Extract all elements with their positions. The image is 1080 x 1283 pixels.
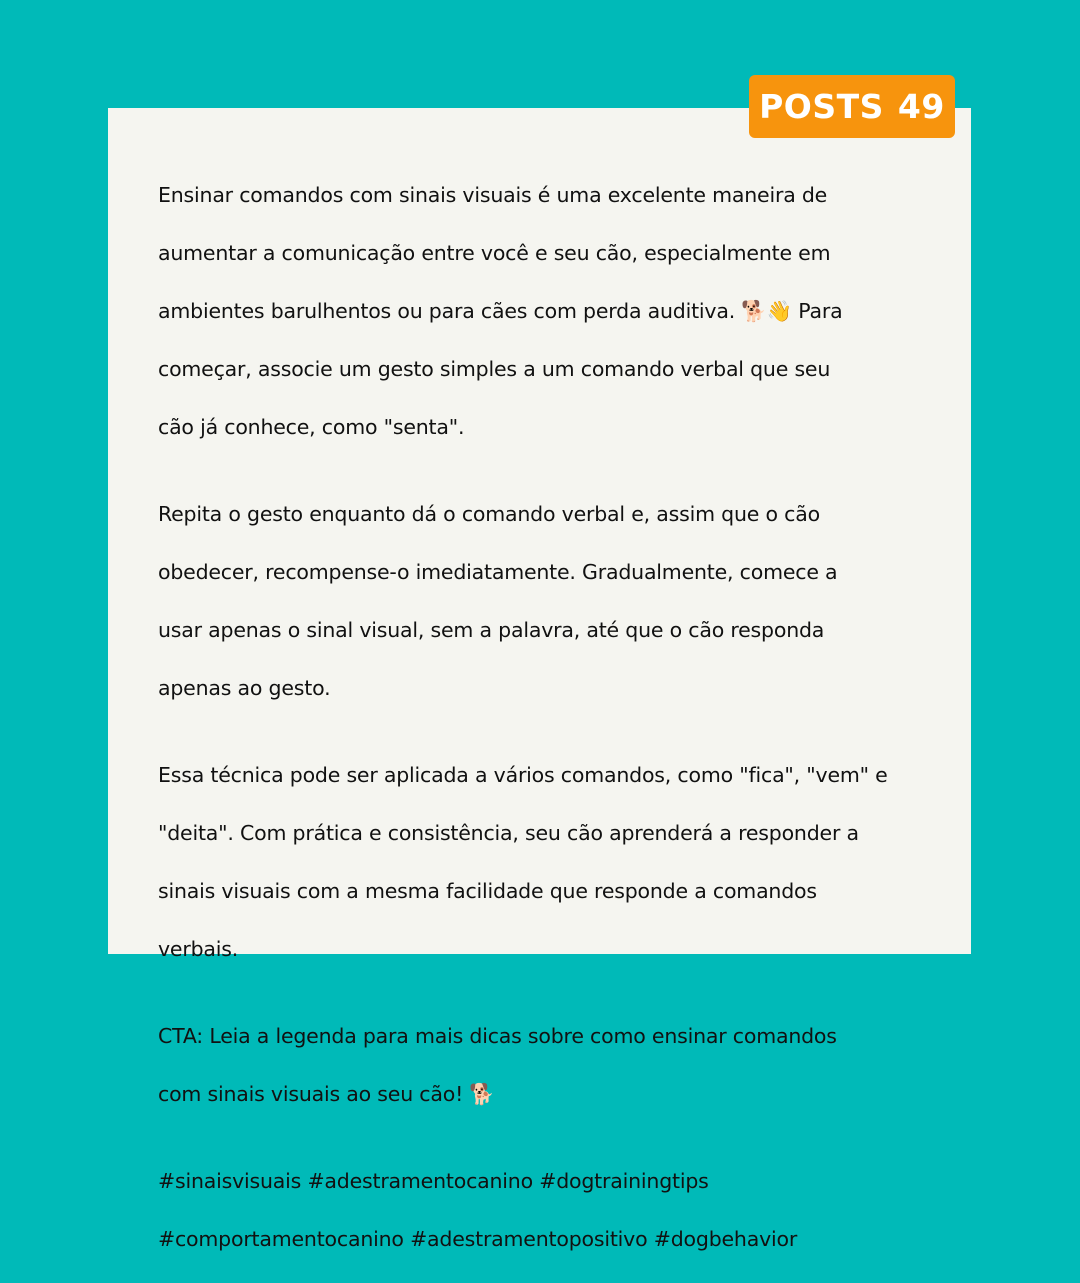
line: Repita o gesto enquanto dá o comando verbal e, assim que o cão bbox=[158, 502, 820, 526]
badge-number: 49 bbox=[897, 87, 945, 126]
paragraph-cta bbox=[158, 993, 948, 1109]
line: apenas ao gesto. bbox=[158, 676, 331, 700]
line: aumentar a comunicação entre você e seu cão, especialmente em bbox=[158, 241, 831, 265]
line: obedecer, recompense-o imediatamente. Gradualmente, comece a bbox=[158, 560, 838, 584]
badge-label: POSTS bbox=[759, 87, 884, 126]
line: Essa técnica pode ser aplicada a vários comandos, como "fica", "vem" e bbox=[158, 763, 888, 787]
line: usar apenas o sinal visual, sem a palavra, até que o cão responda bbox=[158, 618, 825, 642]
line: Ensinar comandos com sinais visuais é uma excelente maneira de bbox=[158, 183, 828, 207]
paragraph-hashtags bbox=[158, 1138, 948, 1254]
line: sinais visuais com a mesma facilidade que responde a comandos bbox=[158, 879, 817, 903]
paragraph-commands bbox=[158, 732, 948, 964]
line: CTA: Leia a legenda para mais dicas sobre como ensinar comandos bbox=[158, 1024, 837, 1048]
hashtag-line: #sinaisvisuais #adestramentocanino #dogtrainingtips bbox=[158, 1169, 709, 1193]
paragraph-steps bbox=[158, 471, 948, 703]
hashtag-line: #comportamentocanino #adestramentopositivo #dogbehavior bbox=[158, 1227, 798, 1251]
line: cão já conhece, como "senta". bbox=[158, 415, 465, 439]
paragraph-intro bbox=[158, 152, 948, 442]
posts-badge bbox=[749, 75, 955, 138]
line: com sinais visuais ao seu cão! 🐕 bbox=[158, 1082, 495, 1106]
line: começar, associe um gesto simples a um comando verbal que seu bbox=[158, 357, 831, 381]
line: ambientes barulhentos ou para cães com perda auditiva. 🐕👋 Para bbox=[158, 299, 843, 323]
line: verbais. bbox=[158, 937, 239, 961]
post-text bbox=[158, 152, 948, 1283]
line: "deita". Com prática e consistência, seu cão aprenderá a responder a bbox=[158, 821, 859, 845]
